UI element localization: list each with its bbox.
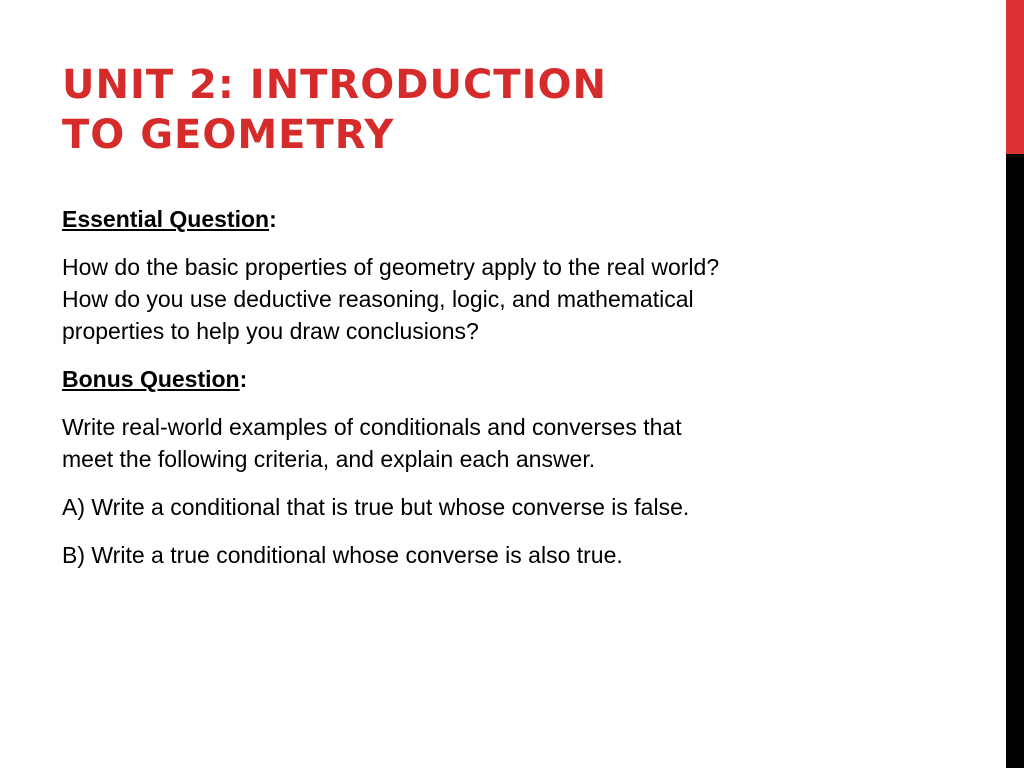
bonus-question-heading (62, 363, 962, 395)
bonus-item-a: A) Write a conditional that is true but whose converse is false. (62, 494, 690, 520)
essential-question-text (62, 251, 962, 347)
bonus-question-line-1: Write real-world examples of conditionals and converses that (62, 414, 682, 440)
essential-question-line-1: How do the basic properties of geometry apply to the real world? (62, 254, 720, 280)
essential-question-colon: : (269, 206, 277, 232)
essential-question-line-2: How do you use deductive reasoning, logic, and mathematical (62, 286, 694, 312)
slide-title-line-1: UNIT 2: INTRODUCTION (62, 62, 607, 108)
bonus-question-label: Bonus Question (62, 366, 240, 392)
bonus-question-colon: : (239, 366, 248, 392)
essential-question-line-3: properties to help you draw conclusions? (62, 318, 479, 344)
bonus-question-text (62, 411, 962, 475)
bonus-item-b: B) Write a true conditional whose converse is also true. (62, 542, 623, 568)
slide-body (62, 203, 962, 587)
essential-question-heading (62, 203, 962, 235)
accent-bar-black (1006, 154, 1024, 768)
essential-question-label: Essential Question (62, 206, 270, 232)
accent-bar-red (1006, 0, 1024, 154)
bonus-question-line-2: meet the following criteria, and explain each answer. (62, 446, 596, 472)
slide-title (62, 60, 607, 160)
slide-title-line-2: TO GEOMETRY (62, 112, 395, 158)
